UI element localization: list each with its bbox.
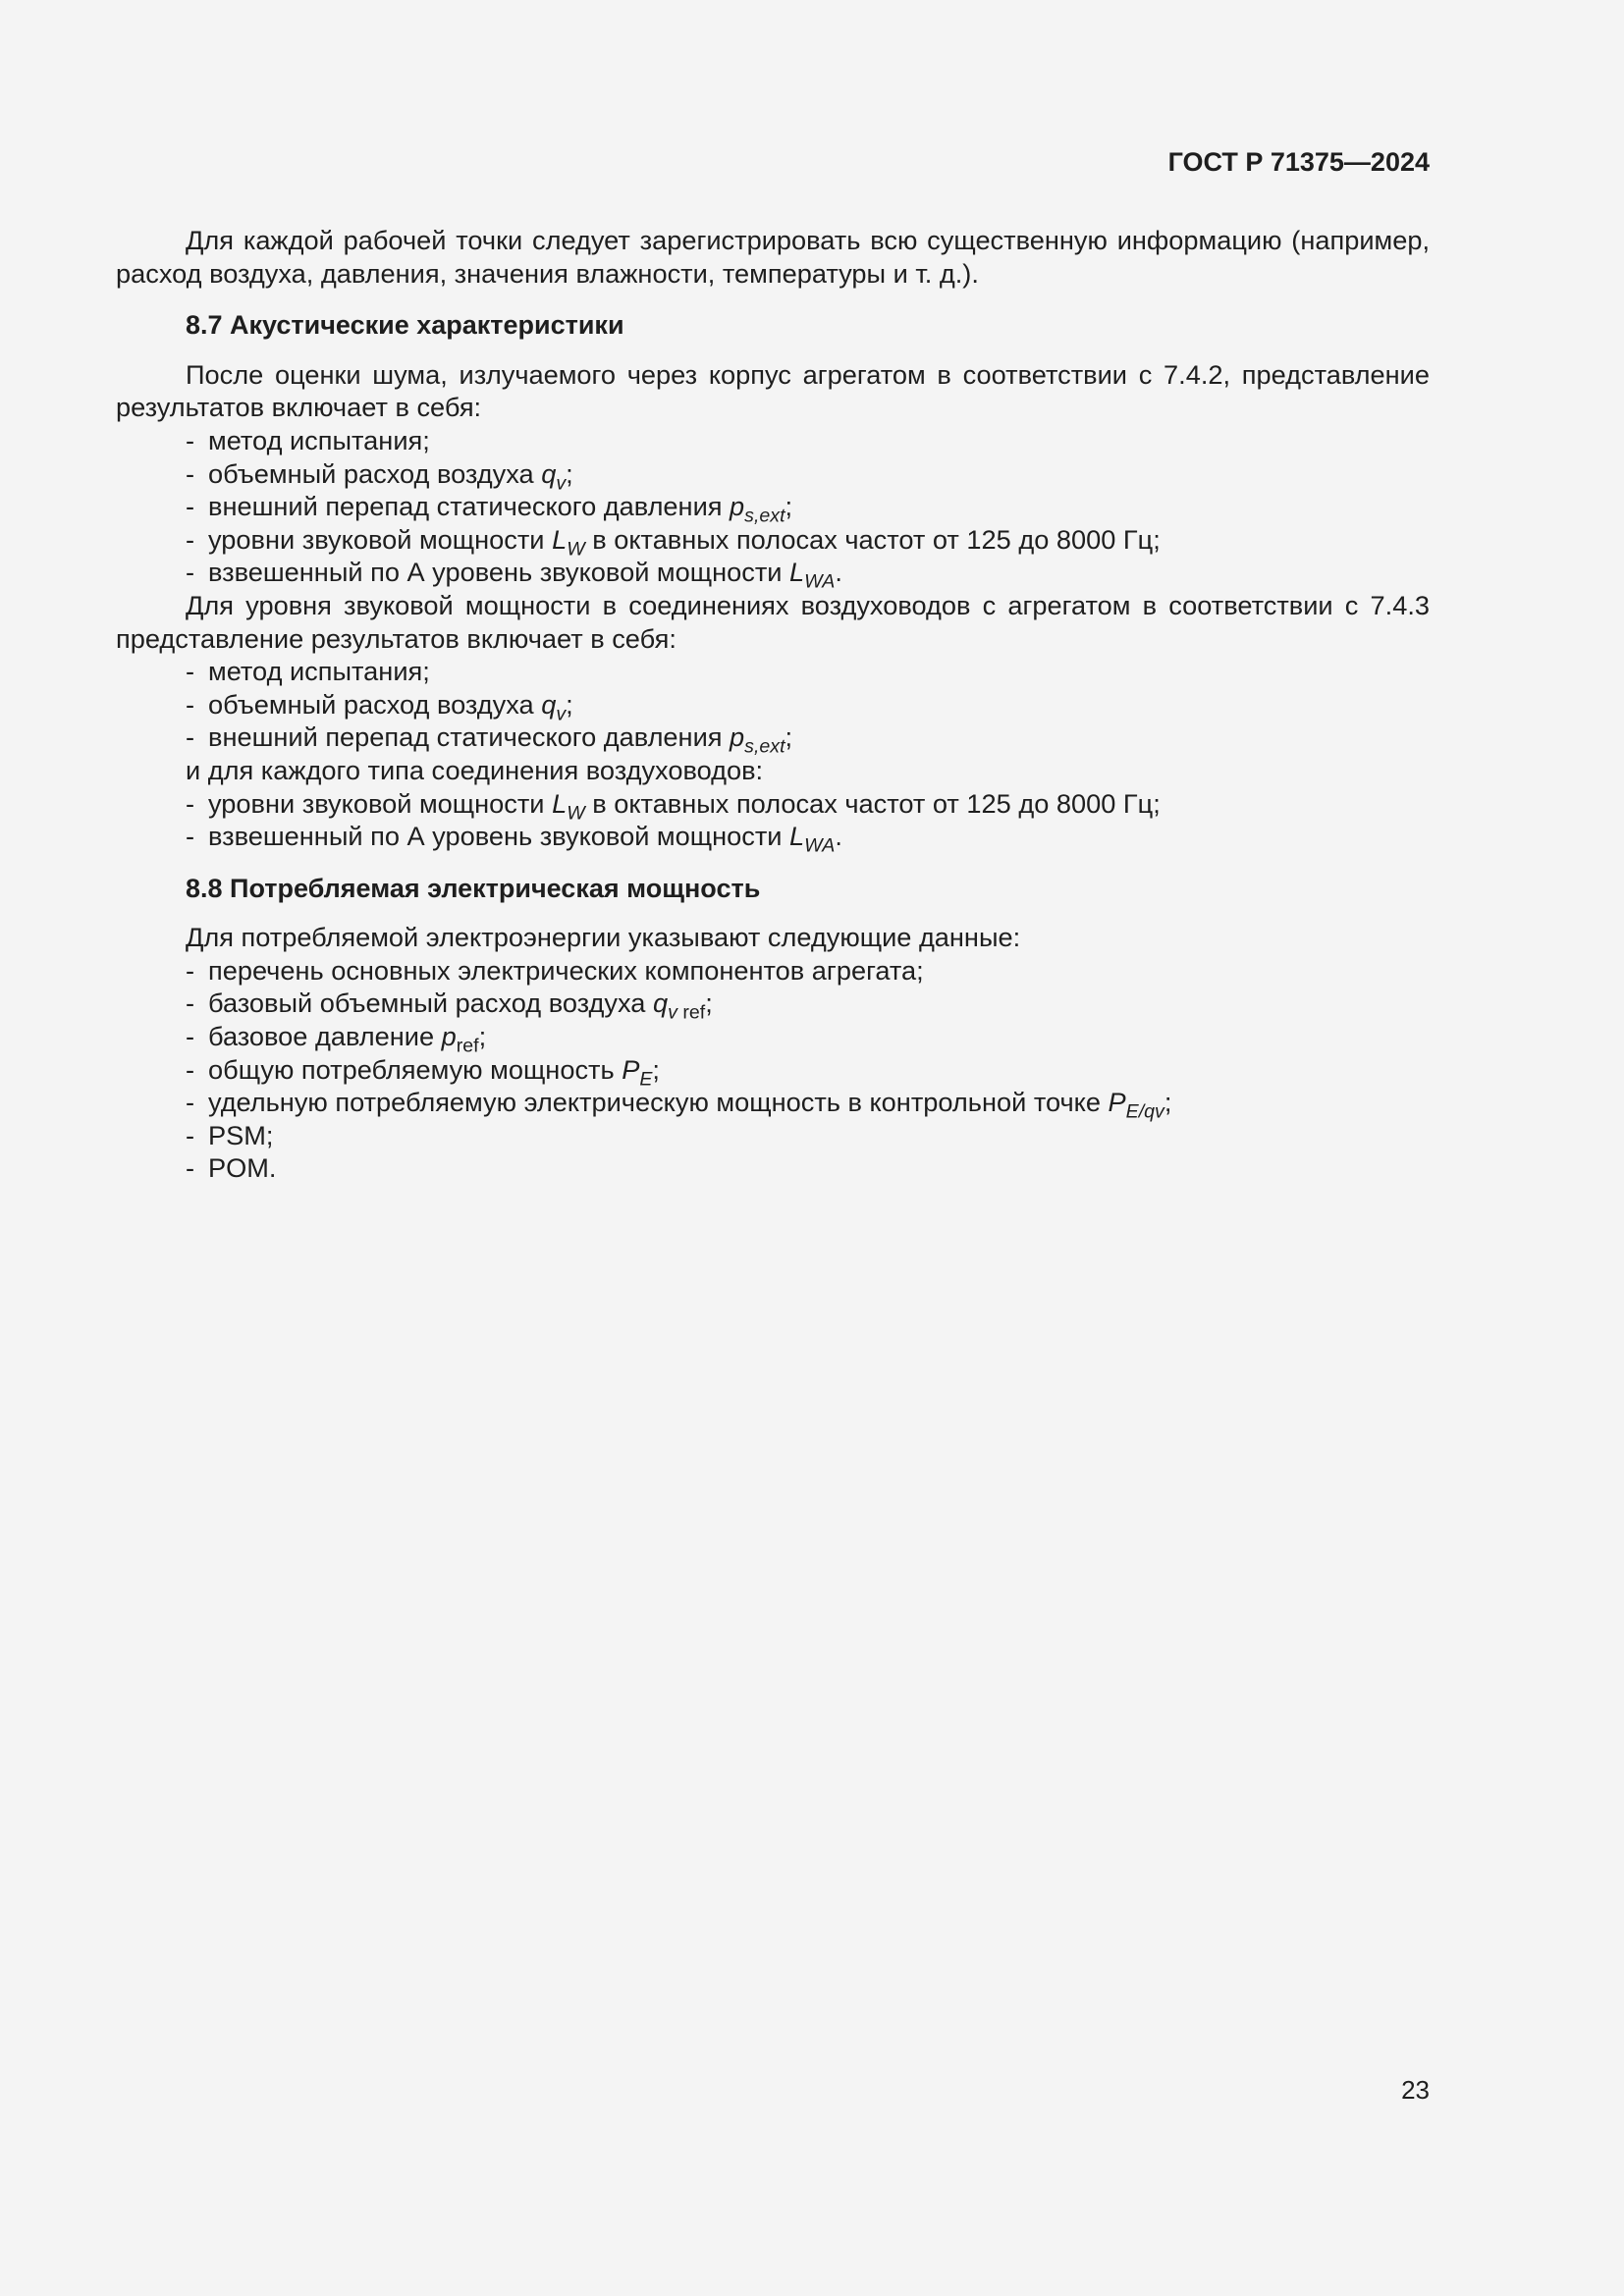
- list-item: - уровни звуковой мощности $L_W$ в октавных полосах частот от 125 до 8000 Гц;: [186, 523, 1161, 561]
- list-item: - базовый объемный расход воздуха $q_{v ref}$;: [186, 988, 713, 1024]
- list-item: - уровни звуковой мощности $L_W$ в октавных полосах частот от 125 до 8000 Гц;: [186, 787, 1161, 824]
- power-lead: Для потребляемой электроэнергии указывают следующие данные:: [186, 922, 1021, 953]
- list-marker: -: [186, 491, 195, 522]
- list-marker: -: [186, 1053, 195, 1085]
- symbol-ps-ext: $p_{s,ext}$: [730, 491, 785, 527]
- symbol-lw: $L_W$: [552, 787, 585, 824]
- list-marker: -: [186, 557, 195, 588]
- document-body: [116, 224, 1430, 1185]
- list-marker: -: [186, 1119, 195, 1150]
- list-marker: -: [186, 688, 195, 720]
- list-item: - перечень основных электрических компонентов агрегата;: [186, 954, 924, 986]
- symbol-qv: $q_v$: [541, 688, 567, 724]
- list-item: - внешний перепад статического давления $p_{s,ext}$;: [186, 721, 793, 758]
- list-item: - PSM;: [186, 1119, 274, 1150]
- list-item: - общую потребляемую мощность $P_E$;: [186, 1053, 660, 1090]
- document-code: ГОСТ Р 71375—2024: [1167, 147, 1430, 177]
- list-item: - метод испытания;: [186, 424, 430, 455]
- list-marker: -: [186, 787, 195, 819]
- list-marker: -: [186, 1152, 195, 1184]
- list-marker: -: [186, 988, 195, 1019]
- symbol-pe-qv: $P_{E/qv}$: [1108, 1087, 1164, 1123]
- list-marker: -: [186, 656, 195, 687]
- list-item: - метод испытания;: [186, 656, 430, 687]
- symbol-qv-ref: $q_{v ref}$: [652, 988, 706, 1024]
- list-marker: -: [186, 457, 195, 489]
- casing-noise-paragraph: После оценки шума, излучаемого через корпус агрегатом в соответствии с 7.4.2, представление результатов включает в себя:: [116, 358, 1430, 423]
- list-marker: -: [186, 821, 195, 852]
- list-item: - объемный расход воздуха $q_v$;: [186, 688, 573, 724]
- duct-noise-paragraph: Для уровня звуковой мощности в соединениях воздуховодов с агрегатом в соответствии с 7.4.3 представление результатов включает в себя:: [116, 589, 1430, 654]
- symbol-pe: $P_E$: [622, 1053, 653, 1090]
- list-marker: -: [186, 523, 195, 555]
- list-item: - базовое давление $p_{ref}$;: [186, 1021, 487, 1057]
- list-marker: -: [186, 1087, 195, 1118]
- list-marker: -: [186, 721, 195, 753]
- symbol-qv: $q_v$: [541, 457, 567, 494]
- list-marker: -: [186, 424, 195, 455]
- list-item: - внешний перепад статического давления $p_{s,ext}$;: [186, 491, 793, 527]
- symbol-lwa: $L_{WA}$: [789, 821, 836, 857]
- document-page: [116, 0, 1430, 2296]
- list-marker: -: [186, 1021, 195, 1052]
- list-item: - взвешенный по А уровень звуковой мощности $L_{WA}$.: [186, 821, 842, 857]
- list-item: - удельную потребляемую электрическую мощность в контрольной точке $P_{E/qv}$;: [186, 1087, 1172, 1123]
- page-number: 23: [1401, 2075, 1430, 2105]
- symbol-p-ref: $p_{ref}$: [441, 1021, 479, 1057]
- section-heading-8-8: 8.8 Потребляемая электрическая мощность: [186, 873, 761, 903]
- symbol-lwa: $L_{WA}$: [789, 557, 836, 593]
- list-item: - POM.: [186, 1152, 277, 1184]
- list-item: - взвешенный по А уровень звуковой мощности $L_{WA}$.: [186, 557, 842, 593]
- section-heading-8-7: 8.7 Акустические характеристики: [186, 310, 624, 341]
- connection-lead: и для каждого типа соединения воздуховодов:: [186, 754, 764, 785]
- intro-paragraph: Для каждой рабочей точки следует зарегистрировать всю существенную информацию (например, расход воздуха, давления, значения влажности, температуры и т. д.).: [116, 225, 1430, 289]
- symbol-ps-ext: $p_{s,ext}$: [730, 721, 785, 758]
- list-marker: -: [186, 954, 195, 986]
- symbol-lw: $L_W$: [552, 523, 585, 561]
- list-item: - объемный расход воздуха $q_v$;: [186, 457, 573, 494]
